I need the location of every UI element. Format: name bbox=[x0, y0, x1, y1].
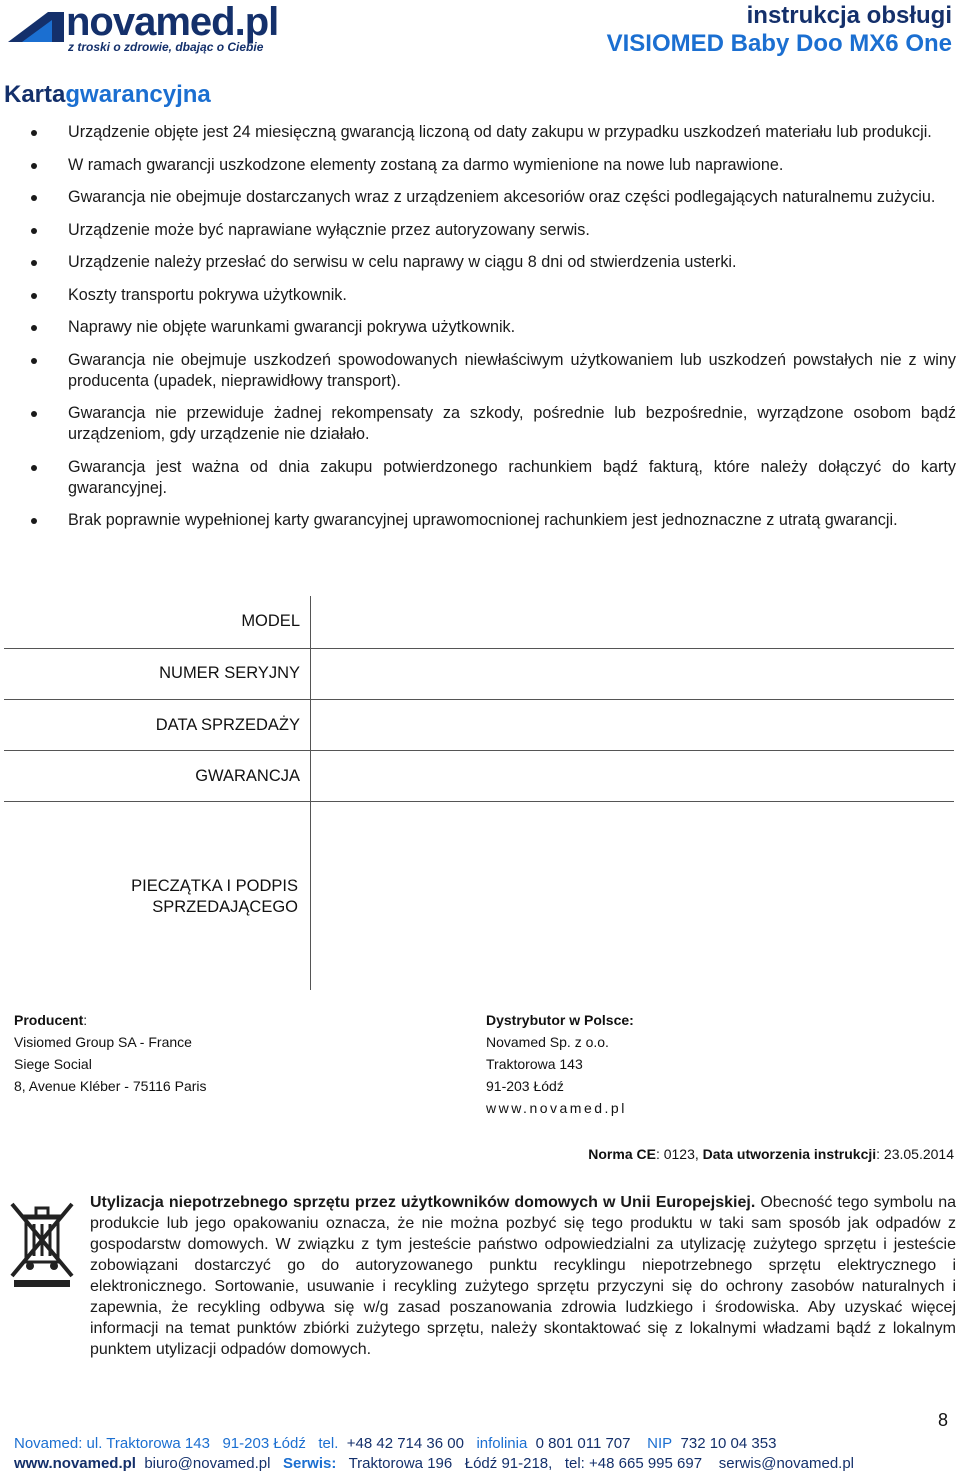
producer-address-1: Siege Social bbox=[14, 1056, 92, 1072]
novamed-logo bbox=[8, 2, 308, 54]
stamp-label-line1: PIECZĄTKA I PODPIS bbox=[131, 877, 298, 895]
warranty-form bbox=[4, 596, 954, 990]
product-name: VISIOMED Baby Doo MX6 One bbox=[606, 30, 952, 57]
form-divider-vertical bbox=[310, 596, 311, 990]
list-item: Gwarancja nie przewiduje żadnej rekompensaty za szkody, pośrednie lub bezpośrednie, wyrządzone osobom bądź urządzeniom, gdy urządzenie nie działało. bbox=[30, 403, 956, 445]
model-label: MODEL bbox=[241, 612, 300, 630]
footer-hotline: 0 801 011 707 bbox=[535, 1435, 631, 1452]
weee-body: Obecność tego symbolu na produkcie lub jego opakowaniu oznacza, że nie można pozbyć się tego produktu w taki sam sposób jak odpadów z gospodarstw domowych. W związku z tym jesteście państwo odpowiedzialni za utylizację zużytego sprzętu i jesteście zobowiązani dostarczyć go do autoryzowanego punktu recyklingu niepotrzebnego sprzętu elektrycznego i elektronicznego. Sortowanie, usuwanie i recykling zużytego sprzętu przyczyni się do ochrony zasobów naturalnych i zapewnia, że recykling odbywa się w/g zasad poszanowania zdrowia ludzkiego i środowiska. Aby uzyskać więcej informacji na temat punktów zbiórki zużytego sprzętu, należy skontaktować się z lokalnymi władzami bądź z lokalnym punktem utylizacji odpadów domowych. bbox=[90, 1194, 957, 1358]
creation-date-label: Data utworzenia instrukcji bbox=[702, 1146, 877, 1162]
distributor-name: Novamed Sp. z o.o. bbox=[486, 1034, 609, 1050]
list-item: Gwarancja jest ważna od dnia zakupu potwierdzonego rachunkiem bądź fakturą, które należy dołączyć do karty gwarancyjnej. bbox=[30, 457, 956, 499]
section-title-part1: Karta bbox=[4, 81, 66, 108]
list-item: Urządzenie objęte jest 24 miesięczną gwarancją liczoną od daty zakupu w przypadku uszkodzeń materiału lub produkcji. bbox=[30, 122, 956, 143]
footer-nip-label: NIP bbox=[647, 1435, 673, 1452]
footer-tel-label: tel. bbox=[318, 1435, 339, 1452]
novamed-logo-icon bbox=[8, 8, 64, 44]
producer-name: Visiomed Group SA - France bbox=[14, 1034, 192, 1050]
producer-label-colon: : bbox=[83, 1012, 88, 1028]
footer-contact-line2 bbox=[14, 1455, 854, 1472]
stamp-label-line2: SPRZEDAJĄCEGO bbox=[152, 898, 298, 916]
norma-label: Norma CE bbox=[588, 1146, 656, 1162]
footer-service-city: Łódź 91-218, bbox=[464, 1455, 553, 1472]
distributor-street: Traktorowa 143 bbox=[486, 1056, 583, 1072]
footer-nip: 732 10 04 353 bbox=[680, 1435, 777, 1452]
list-item: Brak poprawnie wypełnionej karty gwarancyjnej uprawomocnionej rachunkiem jest jednoznaczne z utratą gwarancji. bbox=[30, 510, 956, 531]
section-title-part2: gwarancyjna bbox=[65, 81, 211, 108]
norma-ce-line bbox=[588, 1146, 954, 1162]
weee-title: Utylizacja niepotrzebnego sprzętu przez użytkowników domowych w Unii Europejskiej. bbox=[90, 1194, 756, 1211]
distributor-label: Dystrybutor w Polsce: bbox=[486, 1012, 634, 1028]
section-title bbox=[4, 80, 211, 110]
footer-city: 91-203 Łódź bbox=[222, 1435, 306, 1452]
warranty-label: GWARANCJA bbox=[195, 767, 300, 785]
crossed-out-bin-icon bbox=[8, 1198, 76, 1288]
list-item: Naprawy nie objęte warunkami gwarancji pokrywa użytkownik. bbox=[30, 317, 956, 338]
footer-website-link[interactable]: www.novamed.pl bbox=[14, 1455, 136, 1472]
list-item: Koszty transportu pokrywa użytkownik. bbox=[30, 285, 956, 306]
producer-info bbox=[14, 1009, 207, 1097]
footer-hotline-label: infolinia bbox=[476, 1435, 528, 1452]
logo-text: novamed.pl bbox=[66, 0, 279, 44]
producer-label-row bbox=[14, 1009, 207, 1031]
list-item: Urządzenie może być naprawiane wyłącznie przez autoryzowany serwis. bbox=[30, 220, 956, 241]
form-divider bbox=[4, 801, 954, 802]
form-divider bbox=[4, 648, 954, 649]
document-type: instrukcja obsługi bbox=[746, 2, 952, 29]
list-item: Urządzenie należy przesłać do serwisu w celu naprawy w ciągu 8 dni od stwierdzenia usterki. bbox=[30, 252, 956, 273]
distributor-city: 91-203 Łódź bbox=[486, 1078, 564, 1094]
producer-address-2: 8, Avenue Kléber - 75116 Paris bbox=[14, 1078, 207, 1094]
footer-company-address: Novamed: ul. Traktorowa 143 bbox=[14, 1435, 210, 1452]
form-divider bbox=[4, 750, 954, 751]
producer-label: Producent bbox=[14, 1012, 84, 1028]
footer-contact-line1 bbox=[14, 1435, 776, 1452]
list-item: Gwarancja nie obejmuje uszkodzeń spowodowanych niewłaściwym użytkowaniem lub uszkodzeń powstałych nie z winy producenta (upadek, nieprawidłowy transport). bbox=[30, 350, 956, 392]
creation-date-value: : 23.05.2014 bbox=[876, 1146, 954, 1162]
list-item: W ramach gwarancji uszkodzone elementy zostaną za darmo wymienione na nowe lub naprawione. bbox=[30, 155, 956, 176]
list-item: Gwarancja nie obejmuje dostarczanych wraz z urządzeniem akcesoriów oraz części podlegających naturalnemu zużyciu. bbox=[30, 187, 956, 208]
weee-disposal-text bbox=[90, 1192, 956, 1360]
footer-service-tel: tel: +48 665 995 697 bbox=[564, 1455, 703, 1472]
sale-date-label: DATA SPRZEDAŻY bbox=[155, 716, 300, 734]
distributor-website: www.novamed.pl bbox=[486, 1100, 627, 1116]
footer-service-address: Traktorowa 196 bbox=[348, 1455, 453, 1472]
stamp-signature-label bbox=[131, 876, 298, 918]
logo-tagline: z troski o zdrowie, dbając o Ciebie bbox=[68, 40, 264, 54]
footer-service-email-link[interactable]: serwis@novamed.pl bbox=[718, 1455, 855, 1472]
footer-tel: +48 42 714 36 00 bbox=[346, 1435, 464, 1452]
footer-service-label: Serwis: bbox=[282, 1455, 337, 1472]
page-number: 8 bbox=[937, 1410, 948, 1430]
footer-email-link[interactable]: biuro@novamed.pl bbox=[144, 1455, 271, 1472]
warranty-terms-list bbox=[30, 122, 956, 543]
serial-number-label: NUMER SERYJNY bbox=[159, 664, 300, 682]
distributor-info bbox=[486, 1009, 634, 1119]
norma-value: : 0123, bbox=[655, 1146, 703, 1162]
form-divider bbox=[4, 699, 954, 700]
